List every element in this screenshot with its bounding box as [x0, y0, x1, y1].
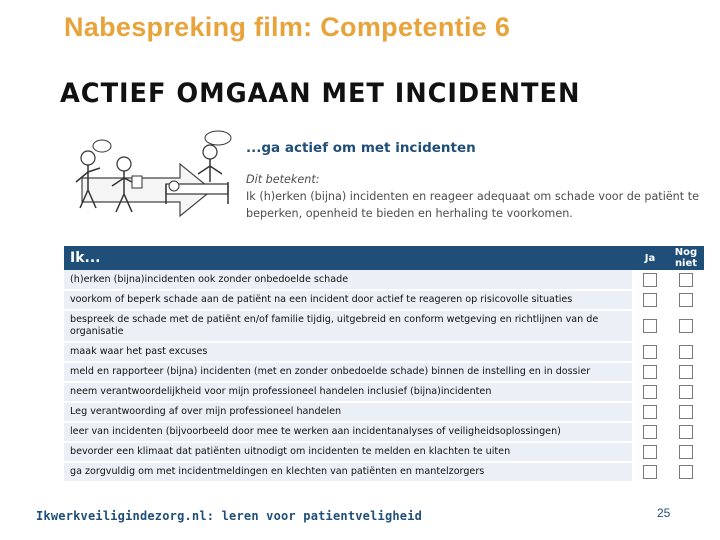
nog-niet-checkbox[interactable] — [679, 385, 693, 399]
competency-subheading: ...ga actief om met incidenten — [246, 140, 476, 156]
ja-checkbox[interactable] — [643, 465, 657, 479]
nog-niet-checkbox[interactable] — [679, 293, 693, 307]
table-row — [64, 290, 704, 310]
nog-niet-checkbox[interactable] — [679, 445, 693, 459]
table-row — [64, 382, 704, 402]
competency-checklist-table — [64, 246, 704, 483]
cartoon-illustration — [62, 130, 240, 222]
page-number: 25 — [657, 506, 671, 520]
ja-checkbox[interactable] — [643, 385, 657, 399]
slide-title: Nabespreking film: Competentie 6 — [64, 12, 511, 42]
handwritten-title: ACTIEF OMGAAN MET INCIDENTEN — [60, 78, 581, 109]
table-header-ik: Ik... — [64, 246, 632, 270]
table-row — [64, 270, 704, 290]
nog-niet-checkbox[interactable] — [679, 345, 693, 359]
table-row — [64, 422, 704, 442]
table-row — [64, 402, 704, 422]
nog-niet-checkbox[interactable] — [679, 365, 693, 379]
nog-niet-checkbox[interactable] — [679, 465, 693, 479]
table-header-nog-niet: Nog niet — [668, 246, 704, 270]
ja-checkbox[interactable] — [643, 365, 657, 379]
ja-checkbox[interactable] — [643, 345, 657, 359]
row-text: voorkom of beperk schade aan de patiënt na een incident door actief te reageren op risicovolle situaties — [64, 290, 632, 310]
row-text: leer van incidenten (bijvoorbeeld door mee te werken aan incidentanalyses of veiligheidsoplossingen) — [64, 422, 632, 442]
nog-niet-checkbox[interactable] — [679, 405, 693, 419]
ja-checkbox[interactable] — [643, 445, 657, 459]
table-row — [64, 442, 704, 462]
table-row — [64, 310, 704, 342]
description-label: Dit betekent: — [246, 173, 320, 186]
nog-niet-checkbox[interactable] — [679, 319, 693, 333]
ja-checkbox[interactable] — [643, 319, 657, 333]
row-text: (h)erken (bijna)incidenten ook zonder onbedoelde schade — [64, 270, 632, 290]
row-text: neem verantwoordelijkheid voor mijn professioneel handelen inclusief (bijna)incidenten — [64, 382, 632, 402]
competency-description — [246, 171, 706, 222]
row-text: bespreek de schade met de patiënt en/of familie tijdig, uitgebreid en conform wetgeving en richtlijnen van de organisatie — [64, 310, 632, 342]
ja-checkbox[interactable] — [643, 293, 657, 307]
table-header-ja: Ja — [632, 246, 668, 270]
ja-checkbox[interactable] — [643, 405, 657, 419]
row-text: maak waar het past excuses — [64, 342, 632, 362]
row-text: Leg verantwoording af over mijn professioneel handelen — [64, 402, 632, 422]
nog-niet-checkbox[interactable] — [679, 273, 693, 287]
description-text: Ik (h)erken (bijna) incidenten en reageer adequaat om schade voor de patiënt te beperken, openheid te bieden en herhaling te voorkomen. — [246, 190, 699, 220]
row-text: ga zorgvuldig om met incidentmeldingen en klechten van patiënten en mantelzorgers — [64, 462, 632, 482]
footer-source: Ikwerkveiligindezorg.nl: leren voor patientveligheid — [36, 509, 423, 523]
nog-niet-checkbox[interactable] — [679, 425, 693, 439]
ja-checkbox[interactable] — [643, 273, 657, 287]
table-row — [64, 342, 704, 362]
row-text: meld en rapporteer (bijna) incidenten (met en zonder onbedoelde schade) binnen de instelling en in dossier — [64, 362, 632, 382]
row-text: bevorder een klimaat dat patiënten uitnodigt om incidenten te melden en klachten te uiten — [64, 442, 632, 462]
table-row — [64, 362, 704, 382]
table-row — [64, 462, 704, 482]
ja-checkbox[interactable] — [643, 425, 657, 439]
